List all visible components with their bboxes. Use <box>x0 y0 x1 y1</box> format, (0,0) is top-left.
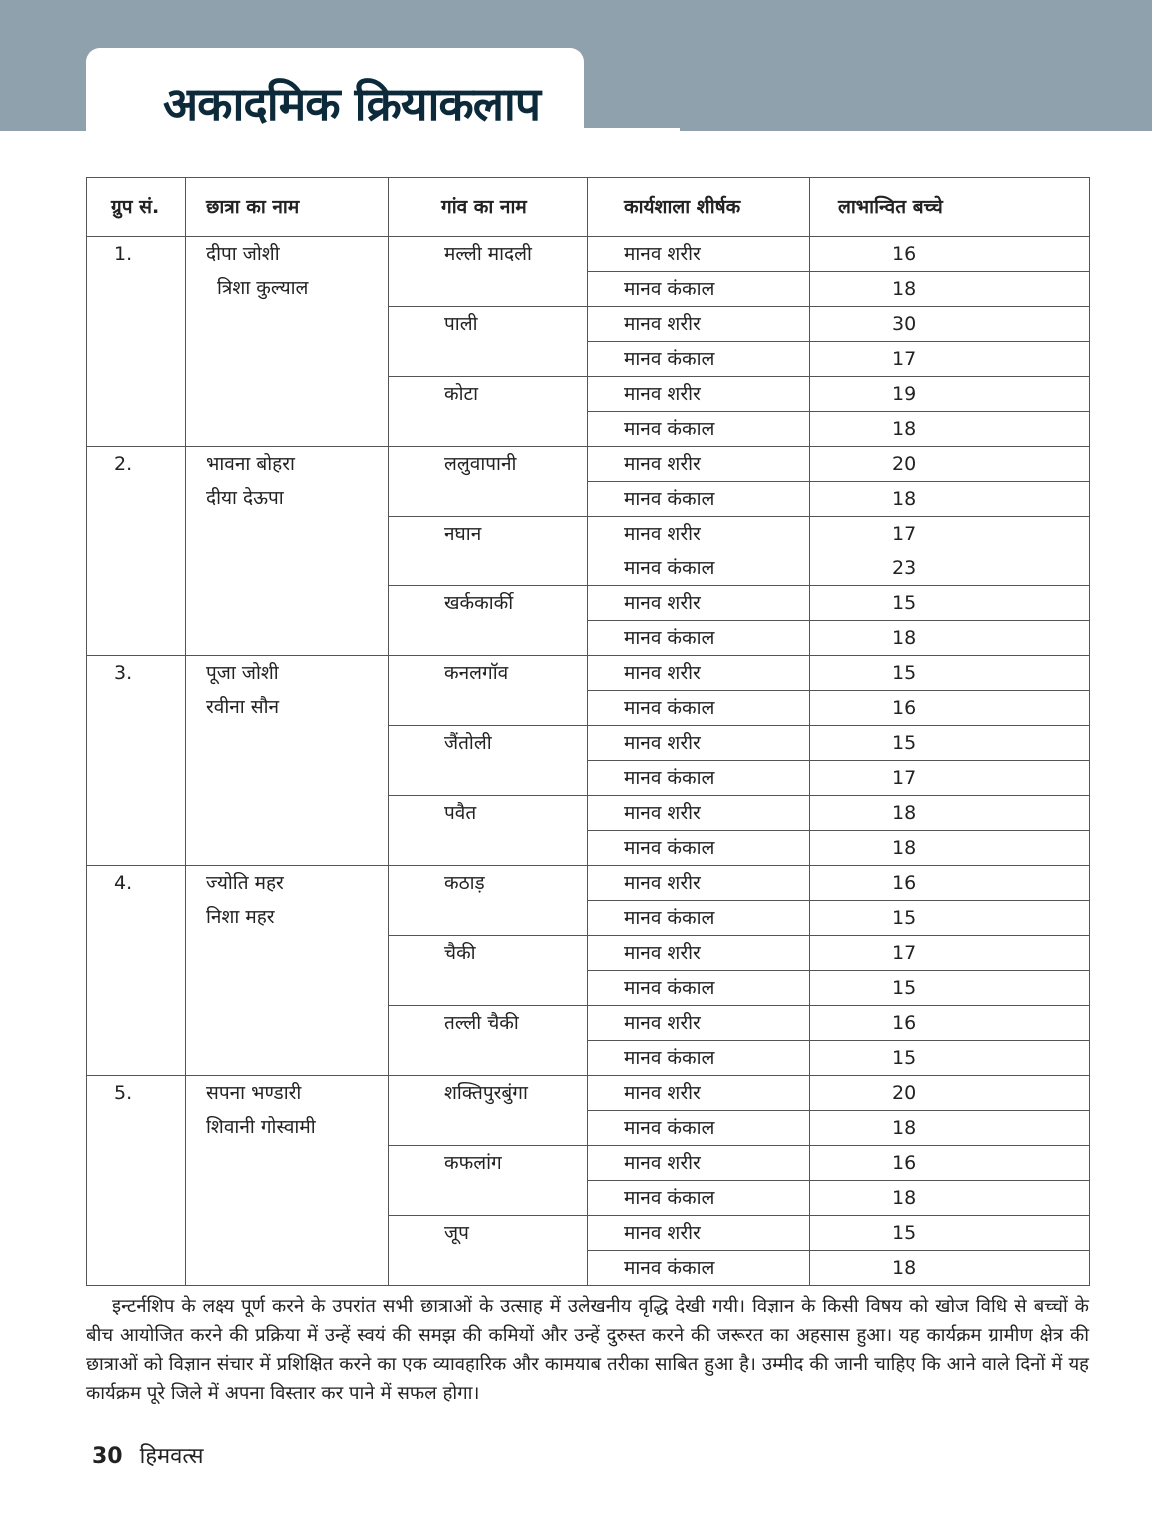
student-name: दीया देऊपा <box>206 487 284 509</box>
workshop-title: मानव शरीर <box>588 1076 810 1111</box>
workshop-title: मानव कंकाल <box>588 482 810 517</box>
student-name: भावना बोहरा <box>206 453 295 475</box>
workshop-title: मानव शरीर <box>588 1006 810 1041</box>
beneficiary-count: 15 <box>810 971 1090 1006</box>
workshop-title: मानव शरीर <box>588 936 810 971</box>
workshop-title: मानव शरीर <box>588 1216 810 1251</box>
beneficiary-count: 18 <box>810 482 1090 517</box>
page-footer <box>92 1440 204 1470</box>
village-name: खर्ककार्की <box>389 586 588 656</box>
village-name: जूप <box>389 1216 588 1286</box>
table-row <box>87 447 1090 482</box>
beneficiary-count: 15 <box>810 1216 1090 1251</box>
student-name: रवीना सौन <box>206 696 280 718</box>
student-name: पूजा जोशी <box>206 662 279 684</box>
beneficiary-count: 15 <box>810 901 1090 936</box>
column-header: लाभान्वित बच्चे <box>810 178 1090 237</box>
table-row <box>87 237 1090 272</box>
page-title: अकादमिक क्रियाकलाप <box>163 77 540 131</box>
beneficiary-count: 15 <box>810 656 1090 691</box>
beneficiary-count: 18 <box>810 831 1090 866</box>
workshop-title: मानव कंकाल <box>588 551 810 586</box>
beneficiary-count: 16 <box>810 237 1090 272</box>
village-name: नघान <box>389 517 588 586</box>
village-name: चैकी <box>389 936 588 1006</box>
group-number: 1. <box>87 237 186 447</box>
beneficiary-count: 20 <box>810 447 1090 482</box>
student-names <box>186 237 389 447</box>
workshop-title: मानव शरीर <box>588 586 810 621</box>
table-row <box>87 656 1090 691</box>
workshop-title: मानव शरीर <box>588 517 810 552</box>
beneficiary-count: 15 <box>810 586 1090 621</box>
workshop-title: मानव शरीर <box>588 796 810 831</box>
workshop-title: मानव कंकाल <box>588 342 810 377</box>
village-name: तल्ली चैकी <box>389 1006 588 1076</box>
title-tab-edge <box>584 128 680 131</box>
workshop-title: मानव कंकाल <box>588 412 810 447</box>
workshop-title: मानव कंकाल <box>588 901 810 936</box>
student-names <box>186 656 389 866</box>
beneficiary-count: 16 <box>810 866 1090 901</box>
beneficiary-count: 15 <box>810 726 1090 761</box>
beneficiary-count: 15 <box>810 1041 1090 1076</box>
beneficiary-count: 16 <box>810 1006 1090 1041</box>
table-row <box>87 1076 1090 1111</box>
beneficiary-count: 17 <box>810 936 1090 971</box>
workshop-title: मानव शरीर <box>588 726 810 761</box>
workshop-title: मानव शरीर <box>588 656 810 691</box>
student-name: शिवानी गोस्वामी <box>206 1116 316 1138</box>
village-name: कफलांग <box>389 1146 588 1216</box>
student-names <box>186 1076 389 1286</box>
student-names <box>186 447 389 656</box>
beneficiary-count: 18 <box>810 1111 1090 1146</box>
workshop-title: मानव कंकाल <box>588 971 810 1006</box>
beneficiary-count: 18 <box>810 621 1090 656</box>
beneficiary-count: 18 <box>810 1181 1090 1216</box>
workshop-title: मानव शरीर <box>588 1146 810 1181</box>
table-row <box>87 866 1090 901</box>
village-name: कठाड़ <box>389 866 588 936</box>
workshop-title: मानव कंकाल <box>588 272 810 307</box>
village-name: पवैत <box>389 796 588 866</box>
group-number: 2. <box>87 447 186 656</box>
village-name: जैंतोली <box>389 726 588 796</box>
workshop-title: मानव शरीर <box>588 866 810 901</box>
student-name: दीपा जोशी <box>206 243 280 265</box>
table-header-row <box>87 178 1090 237</box>
beneficiary-count: 16 <box>810 691 1090 726</box>
beneficiary-count: 19 <box>810 377 1090 412</box>
workshop-title: मानव शरीर <box>588 307 810 342</box>
workshop-title: मानव कंकाल <box>588 1181 810 1216</box>
village-name: कोटा <box>389 377 588 447</box>
village-name: कनलगॉव <box>389 656 588 726</box>
beneficiary-count: 17 <box>810 761 1090 796</box>
student-names <box>186 866 389 1076</box>
summary-text: इन्टर्नशिप के लक्ष्य पूर्ण करने के उपरांत सभी छात्राओं के उत्साह में उलेखनीय वृद्धि देखी गयी। विज्ञान के किसी विषय को खोज विधि से बच्चों के बीच आयोजित करने की प्रक्रिया में उन्हें स्वयं की समझ की कमियों और उन्हें दुरुस्त करने की जरूरत का अहसास हुआ। यह कार्यक्रम ग्रामीण क्षेत्र की छात्राओं को विज्ञान संचार में प्रशिक्षित करने का एक व्यावहारिक और कामयाब तरीका साबित हुआ है। उम्मीद की जानी चाहिए कि आने वाले दिनों में यह कार्यक्रम पूरे जिले में अपना विस्तार कर पाने में सफल होगा। <box>86 1296 1089 1404</box>
column-header: कार्यशाला शीर्षक <box>588 178 810 237</box>
beneficiary-count: 18 <box>810 1251 1090 1286</box>
summary-paragraph <box>86 1292 1089 1408</box>
student-name: त्रिशा कुल्याल <box>217 277 309 299</box>
beneficiary-count: 16 <box>810 1146 1090 1181</box>
village-name: पाली <box>389 307 588 377</box>
student-name: निशा महर <box>206 906 275 928</box>
beneficiary-count: 17 <box>810 342 1090 377</box>
group-number: 3. <box>87 656 186 866</box>
workshop-title: मानव कंकाल <box>588 1041 810 1076</box>
village-name: मल्ली मादली <box>389 237 588 307</box>
beneficiary-count: 18 <box>810 796 1090 831</box>
workshop-title: मानव कंकाल <box>588 1111 810 1146</box>
column-header: गांव का नाम <box>389 178 588 237</box>
village-name: ललुवापानी <box>389 447 588 517</box>
group-number: 5. <box>87 1076 186 1286</box>
beneficiary-count: 30 <box>810 307 1090 342</box>
beneficiary-count: 18 <box>810 272 1090 307</box>
table-body <box>87 237 1090 1286</box>
workshop-title: मानव कंकाल <box>588 831 810 866</box>
page-number: 30 <box>92 1444 123 1469</box>
workshop-title: मानव शरीर <box>588 447 810 482</box>
column-header: ग्रुप सं. <box>87 178 186 237</box>
workshop-title: मानव शरीर <box>588 377 810 412</box>
beneficiary-count: 18 <box>810 412 1090 447</box>
beneficiary-count: 17 <box>810 517 1090 552</box>
group-number: 4. <box>87 866 186 1076</box>
workshop-table <box>86 177 1090 1286</box>
student-name: ज्योति महर <box>206 872 284 894</box>
beneficiary-count: 23 <box>810 551 1090 586</box>
workshop-title: मानव कंकाल <box>588 691 810 726</box>
workshop-title: मानव कंकाल <box>588 1251 810 1286</box>
workshop-title: मानव कंकाल <box>588 621 810 656</box>
village-name: शक्तिपुरबुंगा <box>389 1076 588 1146</box>
student-name: सपना भण्डारी <box>206 1082 302 1104</box>
workshop-title: मानव शरीर <box>588 237 810 272</box>
beneficiary-count: 20 <box>810 1076 1090 1111</box>
column-header: छात्रा का नाम <box>186 178 389 237</box>
magazine-name: हिमवत्स <box>139 1444 204 1469</box>
workshop-title: मानव कंकाल <box>588 761 810 796</box>
